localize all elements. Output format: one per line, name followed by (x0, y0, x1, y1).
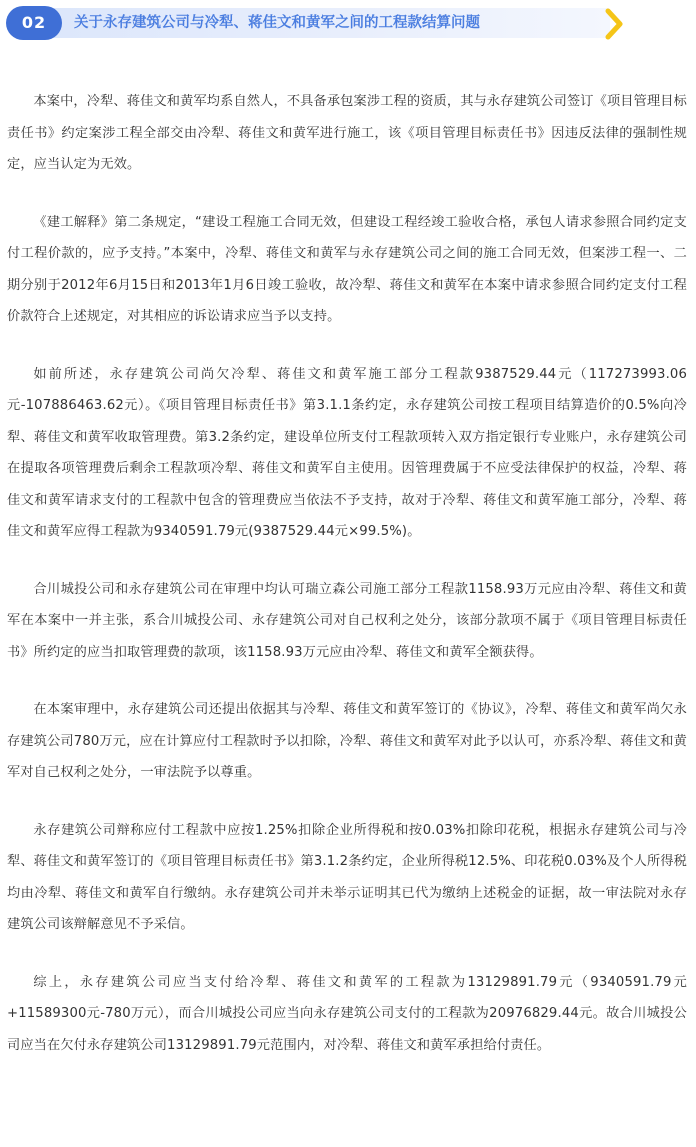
paragraph-6: 永存建筑公司辩称应付工程款中应按1.25%扣除企业所得税和按0.03%扣除印花税，根据永存建筑公司与冷犁、蒋佳文和黄军签订的《项目管理目标责任书》第3.1.2条约定，企业所得税12.5%、印花税0.03%及个人所得税均由冷犁、蒋佳文和黄军自行缴纳。永存建筑公司并未举示证明其已代为缴纳上述税金的证据，故一审法院对永存建筑公司该辩解意见不予采信。 (7, 822, 687, 932)
paragraph-5: 在本案审理中，永存建筑公司还提出依据其与冷犁、蒋佳文和黄军签订的《协议》，冷犁、蒋佳文和黄军尚欠永存建筑公司780万元，应在计算应付工程款时予以扣除，冷犁、蒋佳文和黄军对此予以认可，亦系冷犁、蒋佳文和黄军对自己权利之处分，一审法院予以尊重。 (7, 702, 687, 780)
paragraph-4: 合川城投公司和永存建筑公司在审理中均认可瑞立森公司施工部分工程款1158.93万元应由冷犁、蒋佳文和黄军在本案中一并主张，系合川城投公司、永存建筑公司对自己权利之处分，该部分款项不属于《项目管理目标责任书》所约定的应当扣取管理费的款项，该1158.93万元应由冷犁、蒋佳文和黄军全额获得。 (7, 581, 687, 660)
chevron-right-icon (602, 8, 626, 40)
paragraph-1: 本案中，冷犁、蒋佳文和黄军均系自然人，不具备承包案涉工程的资质，其与永存建筑公司签订《项目管理目标责任书》约定案涉工程全部交由冷犁、蒋佳文和黄军进行施工，该《项目管理目标责任书》因违反法律的强制性规定，应当认定为无效。 (7, 94, 687, 172)
article-body (7, 86, 687, 1061)
paragraph-7: 综上，永存建筑公司应当支付给冷犁、蒋佳文和黄军的工程款为13129891.79元（9340591.79元+11589300元-780万元），而合川城投公司应当向永存建筑公司支付的工程款为20976829.44元。故合川城投公司应当在欠付永存建筑公司13129891.79元范围内，对冷犁、蒋佳文和黄军承担给付责任。 (7, 974, 687, 1053)
section-number-badge: 02 (6, 6, 62, 40)
paragraph-3: 如前所述，永存建筑公司尚欠冷犁、蒋佳文和黄军施工部分工程款9387529.44元（117273993.06元-107886463.62元）。《项目管理目标责任书》第3.1.1条约定，永存建筑公司按工程项目结算造价的0.5%向冷犁、蒋佳文和黄军收取管理费。第3.2条约定，建设单位所支付工程款项转入双方指定银行专业账户，永存建筑公司在提取各项管理费后剩余工程款项冷犁、蒋佳文和黄军自主使用。因管理费属于不应受法律保护的权益，冷犁、蒋佳文和黄军请求支付的工程款中包含的管理费应当依法不予支持，故对于冷犁、蒋佳文和黄军施工部分，冷犁、蒋佳文和黄军应得工程款为9340591.79元(9387529.44元×99.5%)。 (7, 366, 687, 539)
paragraph-2: 《建工解释》第二条规定，“建设工程施工合同无效，但建设工程经竣工验收合格，承包人请求参照合同约定支付工程价款的，应予支持。”本案中，冷犁、蒋佳文和黄军与永存建筑公司之间的施工合同无效，但案涉工程一、二期分别于2012年6月15日和2013年1月6日竣工验收，故冷犁、蒋佳文和黄军在本案中请求参照合同约定支付工程价款符合上述规定，对其相应的诉讼请求应当予以支持。 (7, 214, 687, 324)
section-header (6, 6, 620, 40)
section-title: 关于永存建筑公司与冷犁、蒋佳文和黄军之间的工程款结算问题 (74, 15, 480, 31)
